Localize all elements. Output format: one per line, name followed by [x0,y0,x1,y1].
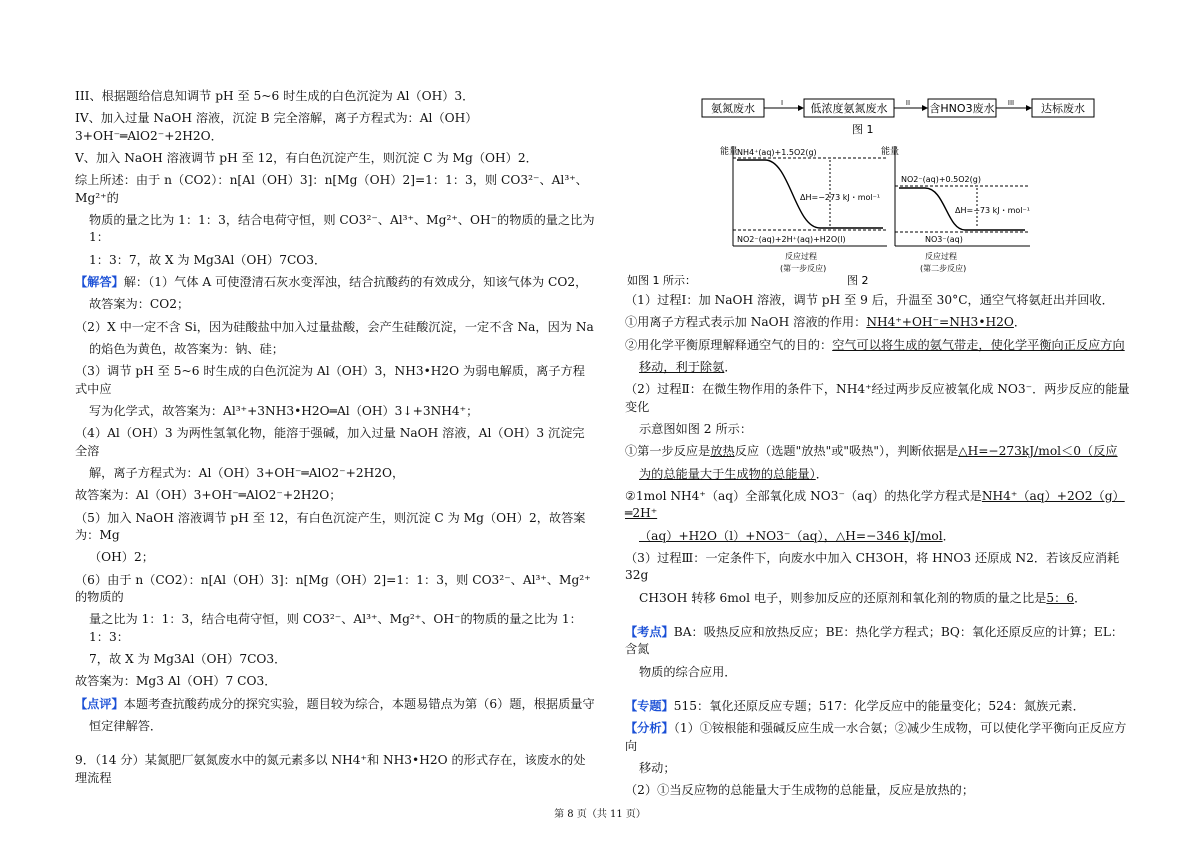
answer-blank: 放热 [710,444,735,459]
text-line: （3）过程Ⅲ：一定条件下，向废水中加入 CH3OH，将 HNO3 还原成 N2．若该反应消耗 32g [625,550,1120,583]
text-line: 故答案为：CO2； [89,297,190,312]
answer-blank: 为的总能量大于生成物的总能量） [639,466,816,481]
arrowhead-icon [1026,105,1032,111]
text-line: 的焰色为黄色，故答案为：钠、硅； [89,341,284,356]
arrowhead-icon [798,105,804,111]
answer-line: （aq）+H2O（l）+NO3⁻（aq），△H=−346 kJ/mol． [639,528,955,543]
energy-diagram-figure [625,138,1130,288]
flow-chart-figure [700,95,1140,137]
g1-dh-label: ΔH=−273 kJ・mol⁻¹ [800,193,881,202]
answer-blank: NH4⁺+OH⁻=NH3•H2O [866,315,1014,330]
text-line: 量之比为 1：1：3，结合电荷守恒，则 CO3²⁻、Al³⁺、Mg²⁺、OH⁻的物质的量之比为 1：1：3： [89,612,582,644]
flow-arrow-3-label: III [1007,99,1015,107]
figure-caption: 如图 1 所示： [627,274,696,287]
right-column [625,292,1130,805]
text-line: 移动； [639,760,676,775]
figure-2-label: 图 2 [847,274,869,287]
text-line: 1：3：7，故 X 为 Mg3Al（OH）7CO3． [89,252,327,267]
flow-box-4-label: 达标废水 [1041,102,1085,115]
text-line: 恒定律解答． [89,718,163,733]
g2-bottom-label: NO3⁻(aq) [925,235,963,244]
g2-sub-label: (第二步反应) [920,264,967,273]
topic-tag: 【专题】 [625,698,674,713]
text-line: 综上所述：由于 n（CO2）：n[Al（OH）3]：n[Mg（OH）2]=1：1：3，则 CO3²⁻、Al³⁺、Mg²⁺的 [75,173,588,205]
review-paragraph [75,696,595,713]
text-line: 故答案为：Al（OH）3+OH⁻═AlO2⁻+2H2O； [75,488,342,503]
g1-x-label: 反应过程 [785,252,817,261]
answer-line: 为的总能量大于生成物的总能量）． [639,466,828,481]
flow-chart-svg [700,95,1140,137]
g1-bottom-label: NO2⁻(aq)+2H⁺(aq)+H2O(l) [737,235,846,244]
text-line: V、加入 NaOH 溶液调节 pH 至 12，有白色沉淀产生，则沉淀 C 为 Mg（OH）2． [75,150,538,165]
answer-paragraph [75,274,595,291]
answer-blank: 5：6 [1046,590,1075,605]
flow-box-2-label: 低浓度氨氮废水 [810,102,888,115]
text-line: 示意图如图 2 所示： [639,421,753,436]
keypoint-paragraph: 【考点】BA：吸热反应和放热反应；BE：热化学方程式；BQ：氧化还原反应的计算；EL：含氮 [625,624,1124,657]
text-line: （3）调节 pH 至 5~6 时生成的白色沉淀为 Al（OH）3，NH3•H2O 为弱电解质，离子方程式中应 [75,364,585,396]
text-line: 解，离子方程式为：Al（OH）3+OH⁻═AlO2⁻+2H2O， [89,465,405,480]
text-line: IV、加入过量 NaOH 溶液，沉淀 B 完全溶解，离子方程式为：Al（OH）3+OH⁻═AlO2⁻+2H2O． [75,111,478,143]
g2-x-label: 反应过程 [925,252,957,261]
text-line: （4）Al（OH）3 为两性氢氧化物，能溶于强碱，加入过量 NaOH 溶液，Al（OH）3 沉淀完全溶 [75,426,585,458]
text-line: （2）过程Ⅱ：在微生物作用的条件下，NH4⁺经过两步反应被氧化成 NO3⁻．两步反应的能量变化 [625,382,1130,414]
arrowhead-icon [922,105,928,111]
energy-diagram-svg [625,138,1130,288]
analysis-tag: 【分析】 [625,721,674,736]
flow-box-1-label: 氨氮废水 [711,102,755,115]
answer-line: CH3OH 转移 6mol 电子，则参加反应的还原剂和氧化剂的物质的量之比是5：6． [639,590,1087,605]
text-line: （6）由于 n（CO2）：n[Al（OH）3]：n[Mg（OH）2]=1：1：3，则 CO3²⁻、Al³⁺、Mg²⁺的物质的 [75,572,591,604]
text-line: （1）过程Ⅰ：加 NaOH 溶液，调节 pH 至 9 后，升温至 30°C，通空气将氨赶出并回收． [625,293,1114,307]
flow-box-3-label: 含HNO3废水 [929,102,995,115]
answer-line: ①用离子方程式表示加 NaOH 溶液的作用：NH4⁺+OH⁻=NH3•H2O． [625,315,1027,330]
text-line: 故答案为：Mg3 Al（OH）7 CO3． [75,674,277,689]
text-line: 本题考查抗酸药成分的探究实验，题目较为综合，本题易错点为第（6）题，根据质量守 [123,696,595,711]
page-footer: 第 8 页（共 11 页） [554,809,646,820]
answer-tag: 【解答】 [75,274,124,289]
flow-arrow-2-label: II [905,99,911,107]
text-line: （5）加入 NaOH 溶液调节 pH 至 12，有白色沉淀产生，则沉淀 C 为 Mg（OH）2，故答案为：Mg [75,510,586,542]
answer-line: ②用化学平衡原理解释通空气的目的：空气可以将生成的氨气带走，使化学平衡向正反应方向 [625,337,1125,352]
text-line: III、根据题给信息知调节 pH 至 5~6 时生成的白色沉淀为 Al（OH）3． [75,89,475,103]
answer-line: ①第一步反应是放热反应（选题"放热"或"吸热"），判断依据是△H=−273kJ/mol＜0（反应 [625,444,1118,459]
text-line: 7，故 X 为 Mg3Al（OH）7CO3． [89,651,287,666]
review-tag: 【点评】 [75,696,124,711]
figure-1-label: 图 1 [852,123,874,136]
text-line: 物质的量之比为 1：1：3，结合电荷守恒，则 CO3²⁻、Al³⁺、Mg²⁺、OH⁻的物质的量之比为 1： [89,212,595,245]
g2-dh-label: ΔH=−73 kJ・mol⁻¹ [955,206,1030,215]
text-line: （OH）2； [89,550,154,565]
flow-arrow-1-label: I [780,99,784,107]
text-line: 解：（1）气体 A 可使澄清石灰水变浑浊，结合抗酸药的有效成分，知该气体为 CO2， [123,274,588,289]
answer-blank: NH4⁺（aq）+2O2（g）═2H⁺ [625,488,1125,521]
topic-paragraph: 【专题】515：氧化还原反应专题；517：化学反应中的能量变化；524：氮族元素． [625,698,1085,713]
answer-blank: 移动，利于除氨 [639,359,725,374]
analysis-paragraph: 【分析】（1）①铵根能和强碱反应生成一水合氨；②减少生成物，可以使化学平衡向正反应方向 [625,721,1127,753]
y-axis-label: 能量 [720,147,739,157]
text-line: （2）①当反应物的总能量大于生成物的总能量，反应是放热的； [625,783,975,798]
text-line: 物质的综合应用． [639,664,737,679]
answer-blank: △H=−273kJ/mol＜0（反应 [958,444,1118,459]
answer-line: ②1mol NH4⁺（aq）全部氧化成 NO3⁻（aq）的热化学方程式是NH4⁺（aq）+2O2（g）═2H⁺ [625,488,1125,521]
text-line: （2）X 中一定不含 Si，因为硅酸盐中加入过量盐酸，会产生硅酸沉淀，一定不含 Na，因为 Na [75,319,594,334]
text-line: 写为化学式，故答案为：Al³⁺+3NH3•H2O═Al（OH）3↓+3NH4⁺； [89,403,479,418]
answer-blank: （aq）+H2O（l）+NO3⁻（aq），△H=−346 kJ/mol [639,528,943,543]
answer-blank: 空气可以将生成的氨气带走，使化学平衡向正反应方向 [832,337,1125,352]
answer-line: 移动，利于除氨． [639,359,737,374]
g2-top-label: NO2⁻(aq)+0.5O2(g) [901,175,981,184]
g1-sub-label: (第一步反应) [780,264,827,273]
y-axis-label: 能量 [881,147,900,157]
question-9-stem: 9．（14 分）某氮肥厂氨氮废水中的氮元素多以 NH4⁺和 NH3•H2O 的形式存在，该废水的处理流程 [75,753,586,785]
keypoint-tag: 【考点】 [625,624,674,639]
left-column [75,88,595,792]
g1-top-label: NH4⁺(aq)+1.5O2(g) [737,148,817,157]
